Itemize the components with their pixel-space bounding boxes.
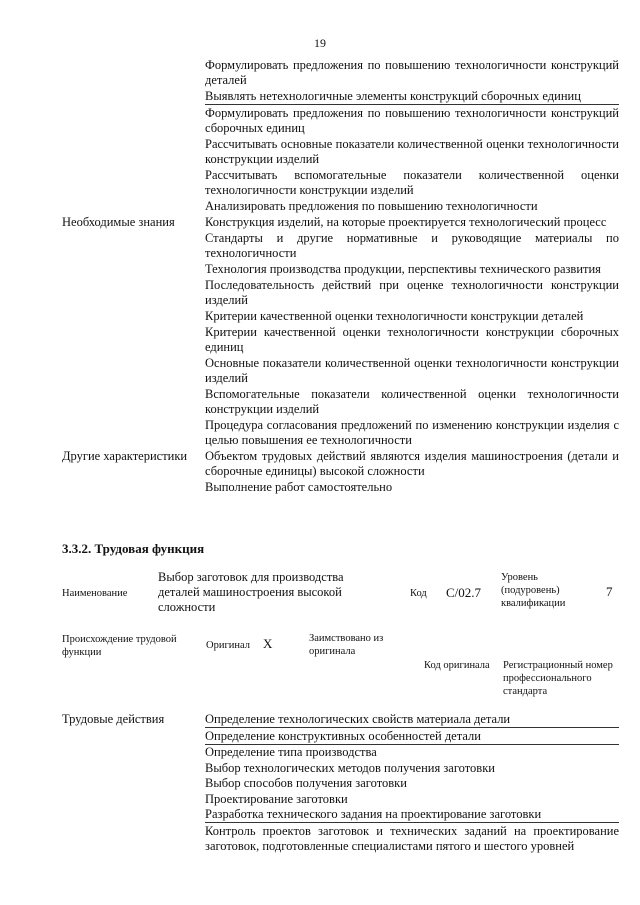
labor-action-item: Разработка технического задания на проектирование заготовки xyxy=(205,807,619,823)
labor-action-item: Определение технологических свойств материала детали xyxy=(205,712,619,728)
knowledge-list xyxy=(205,215,619,449)
function-code: C/02.7 xyxy=(446,585,482,600)
other-list xyxy=(205,449,619,496)
other-row xyxy=(62,449,622,496)
skill-item: Выявлять нетехнологичные элементы конструкций сборочных единиц xyxy=(205,89,619,105)
knowledge-item: Вспомогательные показатели количественной оценки технологичности конструкции изделий xyxy=(205,387,619,416)
skill-item: Рассчитывать основные показатели количественной оценки технологичности конструкции изделий xyxy=(205,137,619,166)
labor-action-item: Выбор технологических методов получения заготовки xyxy=(205,760,495,775)
name-label: Наименование xyxy=(62,588,128,599)
original-label: Оригинал xyxy=(206,640,250,651)
skill-item: Рассчитывать вспомогательные показатели количественной оценки технологичности конструкции изделий xyxy=(205,168,619,197)
labor-action-item: Контроль проектов заготовок и технических заданий на проектирование заготовок, подготовленные специалистами пятого и шестого уровней xyxy=(205,823,619,853)
labor-action-item: Определение типа производства xyxy=(205,745,377,759)
borrowed-label: Заимствовано из оригинала xyxy=(309,633,384,657)
knowledge-row xyxy=(62,215,622,449)
knowledge-item: Последовательность действий при оценке технологичности конструкции изделий xyxy=(205,278,619,307)
upper-table xyxy=(62,58,622,496)
skills-row xyxy=(62,58,622,215)
original-code-label: Код оригинала xyxy=(424,660,490,671)
other-item: Выполнение работ самостоятельно xyxy=(205,480,393,494)
knowledge-item: Процедура согласования предложений по изменению конструкции изделия с целью повышения ее технологичности xyxy=(205,418,619,447)
labor-action-item: Определение конструктивных особенностей детали xyxy=(205,729,619,745)
origin-label: Происхождение трудовой функции xyxy=(62,634,177,658)
skills-list xyxy=(205,58,619,215)
knowledge-item: Конструкция изделий, на которые проектируется технологический процесс xyxy=(205,215,607,229)
knowledge-item: Критерии качественной оценки технологичности конструкции деталей xyxy=(205,309,584,323)
section-title: 3.3.2. Трудовая функция xyxy=(62,541,205,556)
labor-actions-list xyxy=(205,712,619,854)
labor-actions-table xyxy=(62,712,622,854)
page-number: 19 xyxy=(314,36,326,50)
function-name: Выбор заготовок для производства деталей машиностроения высокой сложности xyxy=(158,570,344,614)
registration-number-label: Регистрационный номер профессионального стандарта xyxy=(503,660,613,697)
knowledge-item: Критерии качественной оценки технологичности конструкции сборочных единиц xyxy=(205,325,619,354)
skill-item: Формулировать предложения по повышению технологичности конструкций деталей xyxy=(205,58,619,87)
labor-action-item: Выбор способов получения заготовки xyxy=(205,776,407,790)
level-label: Уровень (подуровень) квалификации xyxy=(501,572,566,609)
code-label: Код xyxy=(410,588,427,599)
level-value: 7 xyxy=(606,584,613,599)
labor-action-item: Проектирование заготовки xyxy=(205,791,348,806)
original-mark: X xyxy=(263,636,273,651)
knowledge-item: Стандарты и другие нормативные и руководящие материалы по технологичности xyxy=(205,231,619,260)
skill-item: Формулировать предложения по повышению технологичности конструкций сборочных единиц xyxy=(205,106,619,135)
knowledge-item: Основные показатели количественной оценки технологичности конструкции изделий xyxy=(205,356,619,385)
other-item: Объектом трудовых действий являются изделия машиностроения (детали и сборочные единицы) высокой сложности xyxy=(205,449,619,478)
labor-actions-label: Трудовые действия xyxy=(62,712,165,726)
knowledge-item: Технология производства продукции, перспективы технического развития xyxy=(205,262,601,276)
skill-item: Анализировать предложения по повышению технологичности xyxy=(205,199,538,213)
other-label: Другие характеристики xyxy=(62,449,188,463)
knowledge-label: Необходимые знания xyxy=(62,215,175,229)
